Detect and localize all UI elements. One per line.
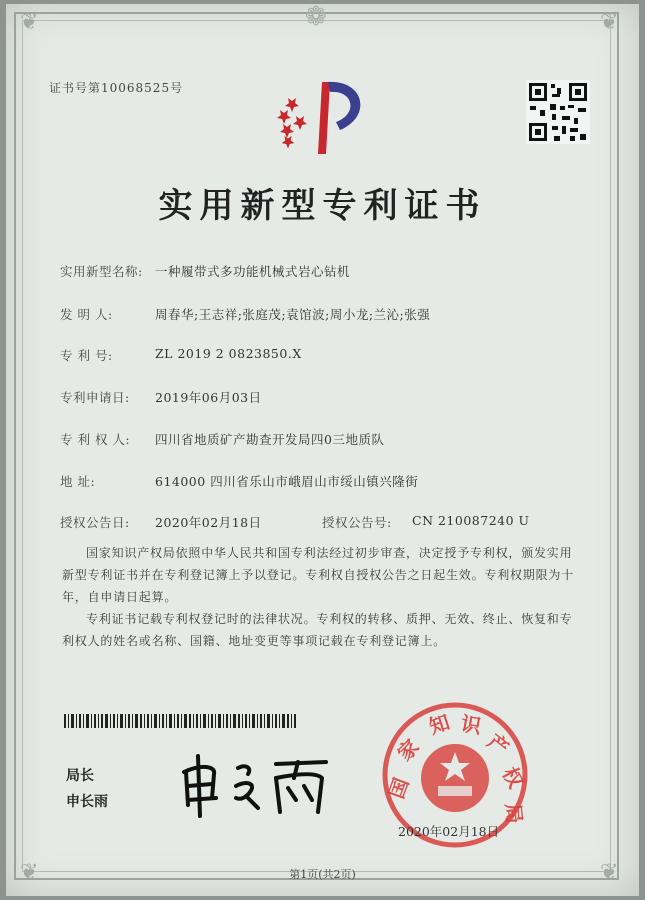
qr-code-icon	[526, 80, 590, 144]
corner-ornament-icon: ❦	[600, 10, 619, 35]
certificate-title: 实用新型专利证书	[158, 186, 487, 226]
field-label-name: 实用新型名称:	[60, 264, 143, 279]
grant-date-label: 授权公告日:	[60, 515, 130, 530]
svg-text:产: 产	[482, 729, 514, 761]
page-footer: 第1页(共2页)	[289, 868, 356, 881]
svg-text:知: 知	[426, 709, 453, 739]
field-value-inventors: 周春华;王志祥;张庭茂;袁馆波;周小龙;兰沁;张强	[155, 307, 431, 322]
field-value-filing-date: 2019年06月03日	[155, 390, 262, 405]
top-ornament-icon: ❁	[305, 2, 327, 32]
director-title: 局长	[66, 768, 94, 784]
corner-ornament-icon: ❦	[20, 860, 39, 885]
svg-text:局: 局	[501, 802, 527, 825]
field-value-patent-no: ZL 2019 2 0823850.X	[155, 346, 302, 361]
field-label-inventors: 发 明 人:	[60, 307, 113, 322]
field-label-patent-no: 专 利 号:	[60, 348, 113, 363]
svg-text:权: 权	[497, 763, 529, 793]
field-label-address: 地 址:	[60, 474, 96, 489]
grant-date-value: 2020年02月18日	[155, 515, 262, 530]
grant-no-value: CN 210087240 U	[412, 513, 530, 528]
svg-text:识: 识	[459, 711, 483, 739]
seal-date: 2020年02月18日	[398, 824, 500, 839]
cnipa-logo-icon	[270, 72, 380, 162]
corner-ornament-icon: ❦	[20, 10, 39, 35]
certificate-paragraph: 国家知识产权局依照中华人民共和国专利法经过初步审查，决定授予专利权，颁发实用新型专利证书并在专利登记簿上予以登记。专利权自授权公告之日起生效。专利权期限为十年，自申请日起算。	[62, 546, 575, 604]
field-value-patentee: 四川省地质矿产勘查开发局四0三地质队	[155, 432, 385, 447]
svg-text:国: 国	[384, 774, 414, 802]
director-name: 申长雨	[66, 794, 108, 810]
field-value-address: 614000 四川省乐山市峨眉山市绥山镇兴隆街	[155, 474, 419, 489]
field-label-filing-date: 专利申请日:	[60, 390, 130, 405]
signature-icon	[176, 750, 336, 820]
field-value-name: 一种履带式多功能机械式岩心钻机	[155, 264, 351, 279]
barcode-icon	[64, 714, 296, 728]
svg-text:家: 家	[392, 734, 424, 766]
grant-no-label: 授权公告号:	[322, 515, 392, 530]
corner-ornament-icon: ❦	[600, 860, 619, 885]
certificate-number: 证书号第10068525号	[49, 81, 184, 95]
certificate-paragraph: 专利证书记载专利权登记时的法律状况。专利权的转移、质押、无效、终止、恢复和专利权人的姓名或名称、国籍、地址变更等事项记载在专利登记簿上。	[62, 612, 573, 648]
field-label-patentee: 专 利 权 人:	[60, 432, 131, 447]
